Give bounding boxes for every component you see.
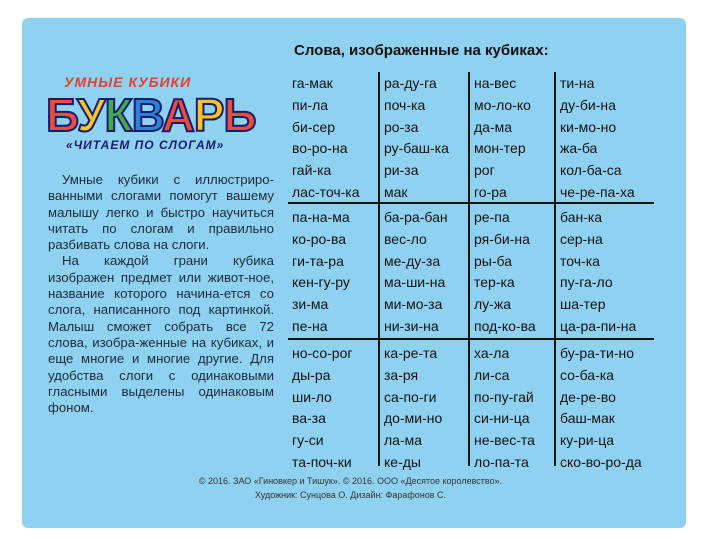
word-item: де-ре-во	[560, 388, 616, 405]
footer-credits: Художник: Сунцова О. Дизайн: Фарафонов С.	[254, 490, 447, 500]
word-item: ти-на	[560, 75, 595, 91]
word-item: пу-га-ло	[560, 274, 613, 291]
grid-vertical-divider	[378, 72, 380, 466]
logo-subtitle: «ЧИТАЕМ ПО СЛОГАМ»	[66, 138, 225, 152]
word-item: ги-та-ра	[292, 252, 344, 269]
word-item: поч-ка	[384, 96, 426, 113]
word-column	[384, 343, 442, 474]
word-item: вес-ло	[384, 230, 427, 247]
word-item: ма-ши-на	[384, 274, 446, 291]
word-item: ру-баш-ка	[384, 140, 449, 157]
word-item: зи-ма	[292, 296, 329, 313]
word-item: во-ро-на	[292, 140, 348, 157]
word-item: ка-ре-та	[384, 345, 438, 361]
words-heading: Слова, изображенные на кубиках:	[294, 42, 549, 59]
word-column	[560, 73, 635, 204]
word-item: та-поч-ки	[292, 453, 352, 470]
word-item: ра-ду-га	[384, 75, 437, 91]
word-item: за-ря	[384, 366, 419, 383]
word-item: на-вес	[474, 75, 517, 91]
word-item: ва-за	[292, 410, 326, 427]
word-column	[292, 343, 352, 474]
description-paragraph-2: На каждой грани кубика изображен предмет или живот-ное, название которого начина-ется со слога, написанного под картинкой. Малыш сможет собрать все 72 слова, изобра-женные на кубиках, и еще многие и многие другие. Для удобства слоги с одинаковыми гласными выделены одинаковым фоном.	[48, 253, 274, 416]
word-item: мак	[384, 183, 408, 200]
logo-title	[46, 90, 256, 140]
word-item: пе-на	[292, 317, 328, 334]
word-item: бу-ра-ти-но	[560, 345, 635, 361]
word-item: кен-гу-ру	[292, 274, 350, 291]
word-item: ца-ра-пи-на	[560, 317, 637, 334]
word-item: ки-мо-но	[560, 118, 617, 135]
word-item: бан-ка	[560, 209, 603, 225]
word-item: ме-ду-за	[384, 252, 441, 269]
word-column	[560, 343, 642, 474]
word-item: ке-ды	[384, 453, 421, 470]
word-item: со-ба-ка	[560, 366, 614, 383]
footer-copyright: © 2016. ЗАО «Гиновкер и Тишук». © 2016. ООО «Десятое королевство».	[198, 476, 503, 486]
logo-letter: Б	[46, 89, 77, 141]
logo-letter: К	[104, 89, 132, 141]
word-item: тер-ка	[474, 274, 515, 291]
word-item: си-ни-ца	[474, 410, 530, 427]
word-item: ры-ба	[474, 252, 512, 269]
logo-letter: В	[131, 89, 162, 141]
word-item: го-ра	[474, 183, 507, 200]
word-item: га-мак	[292, 75, 333, 91]
word-column	[292, 73, 360, 204]
logo-top-text: УМНЫЕ КУБИКИ	[64, 74, 192, 90]
word-item: ба-ра-бан	[384, 209, 448, 225]
grid-vertical-divider	[468, 72, 470, 466]
word-column	[560, 207, 636, 338]
word-item: не-вес-та	[474, 432, 535, 449]
word-item: ша-тер	[560, 296, 606, 313]
word-column	[474, 343, 535, 474]
word-item: мон-тер	[474, 140, 526, 157]
word-item: лас-точ-ка	[292, 183, 360, 200]
word-column	[384, 73, 449, 204]
word-item: ско-во-ро-да	[560, 453, 642, 470]
word-item: точ-ка	[560, 252, 600, 269]
grid-horizontal-divider	[288, 202, 654, 204]
word-item: под-ко-ва	[474, 317, 536, 334]
grid-horizontal-divider	[288, 338, 654, 340]
word-item: ло-па-та	[474, 453, 529, 470]
word-item: ре-па	[474, 209, 510, 225]
word-item: че-ре-па-ха	[560, 183, 635, 200]
word-item: кол-ба-са	[560, 162, 622, 179]
word-item: да-ма	[474, 118, 513, 135]
word-item: лу-жа	[474, 296, 511, 313]
description	[48, 172, 274, 416]
word-item: па-на-ма	[292, 209, 350, 225]
word-item: до-ми-но	[384, 410, 443, 427]
word-item: ко-ро-ва	[292, 230, 347, 247]
word-column	[474, 73, 531, 204]
word-item: ри-за	[384, 162, 419, 179]
logo-letter: А	[161, 89, 194, 141]
bukvar-logo	[46, 74, 280, 162]
word-item: би-сер	[292, 118, 336, 135]
word-item: ду-би-на	[560, 96, 616, 113]
word-item: ла-ма	[384, 432, 423, 449]
word-item: ли-са	[474, 366, 510, 383]
word-item: гай-ка	[292, 162, 332, 179]
logo-letter: Ь	[223, 89, 256, 141]
word-item: са-по-ги	[384, 388, 437, 405]
word-item: ха-ла	[474, 345, 510, 361]
word-item: ря-би-на	[474, 230, 530, 247]
word-column	[474, 207, 536, 338]
word-item: рог	[474, 162, 495, 179]
description-paragraph-1: Умные кубики с иллюстриро-ванными слогами помогут вашему малышу легко и быстро научиться читать по слогам и правильно разбивать слова на слоги.	[48, 172, 274, 253]
word-item: ды-ра	[292, 366, 331, 383]
word-item: ку-ри-ца	[560, 432, 615, 449]
word-item: пи-ла	[292, 96, 329, 113]
word-item: ми-мо-за	[384, 296, 443, 313]
word-item: сер-на	[560, 230, 603, 247]
word-item: жа-ба	[560, 140, 598, 157]
word-item: баш-мак	[560, 410, 615, 427]
word-item: по-пу-гай	[474, 388, 534, 405]
word-item: ши-ло	[292, 388, 332, 405]
word-item: ро-за	[384, 118, 419, 135]
word-item: но-со-рог	[292, 345, 353, 361]
word-column	[384, 207, 448, 338]
word-item: гу-си	[292, 432, 324, 449]
grid-vertical-divider	[554, 72, 556, 466]
word-item: мо-ло-ко	[474, 96, 531, 113]
word-column	[292, 207, 350, 338]
logo-letter: Р	[193, 89, 224, 141]
logo-letter: У	[76, 89, 105, 141]
word-item: ни-зи-на	[384, 317, 439, 334]
words-grid	[288, 72, 664, 470]
